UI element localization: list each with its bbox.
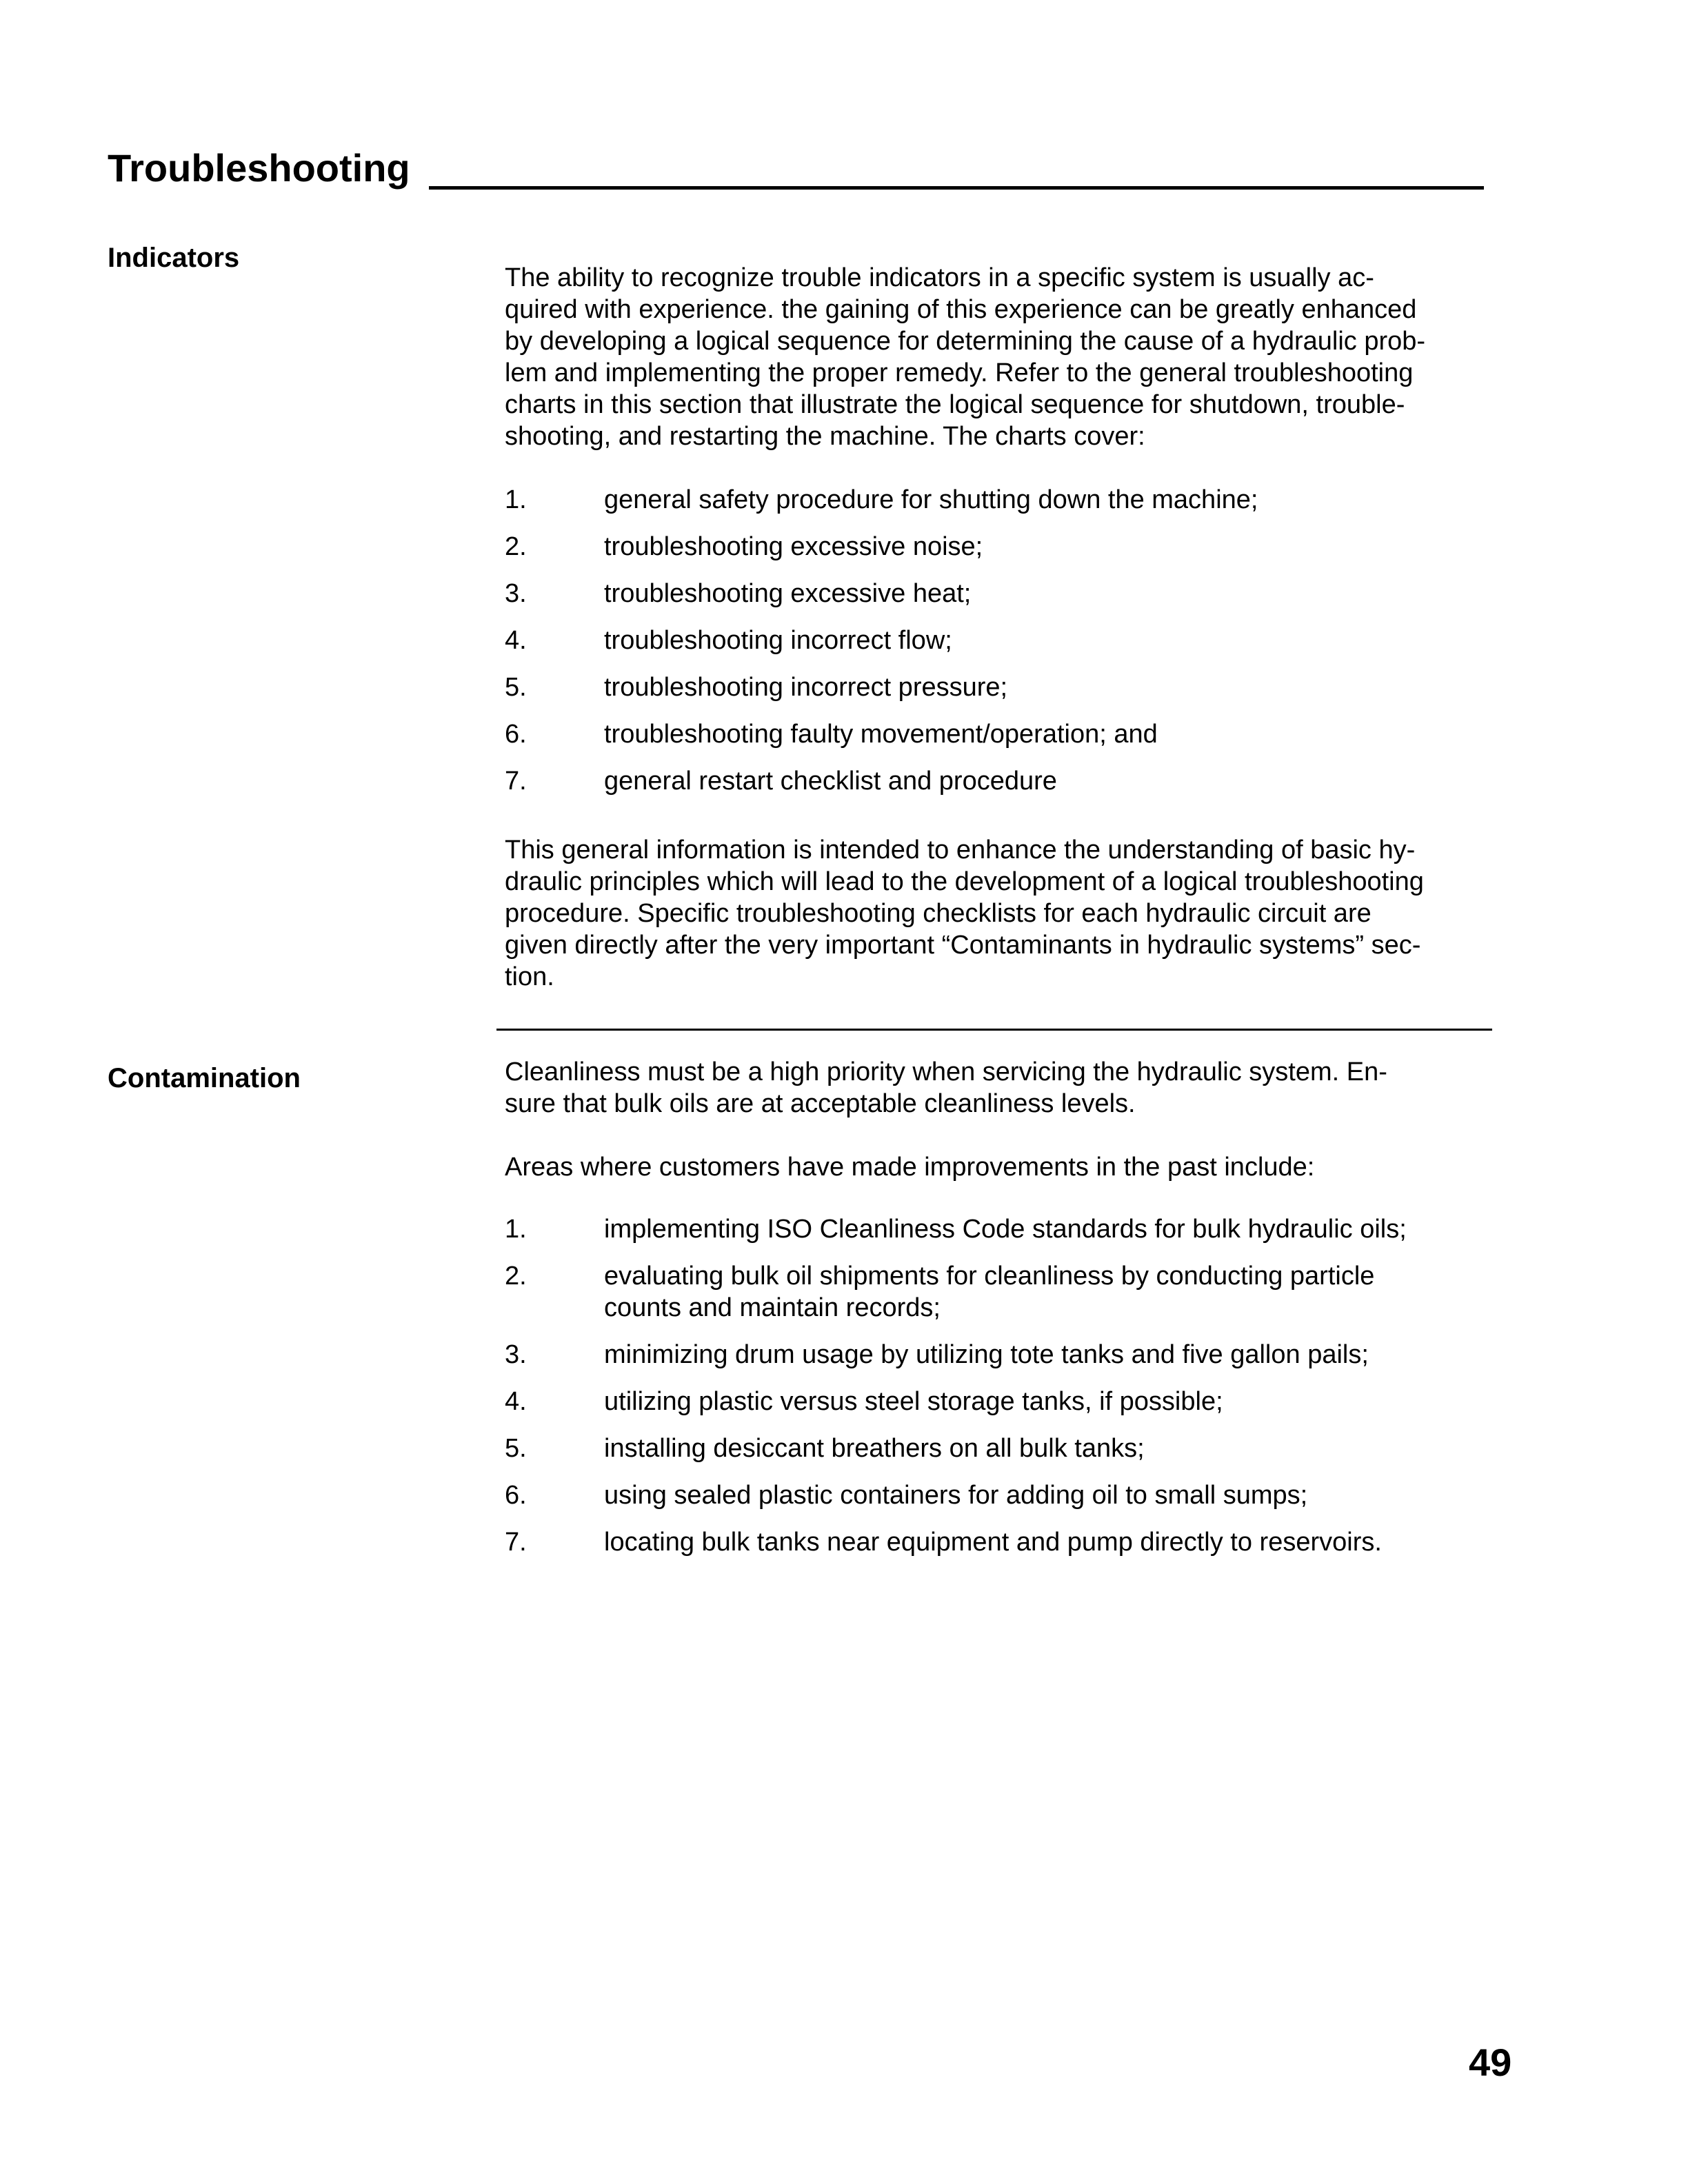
page-number: 49 [1469, 2041, 1512, 2084]
list-item-number: 6. [505, 1481, 527, 1510]
list-item [505, 1386, 1484, 1417]
indicators-intro-block [505, 262, 1484, 452]
list-item [505, 671, 1484, 703]
page-title: Troubleshooting [108, 146, 410, 190]
contamination-intro: Cleanliness must be a high priority when servicing the hydraulic system. En- sure that bulk oils are at acceptable cleanliness levels. [505, 1058, 1387, 1118]
indicators-intro: The ability to recognize trouble indicators in a specific system is usually ac- quired with experience. the gaining of this experience can be greatly enhanced by developing a logical sequence for determining the cause of a hydraulic prob- lem and implementing the proper remedy. Refer to the general troubleshooting charts in this section that illustrate the logical sequence for shutdown, trouble- shooting, and restarting the machine. The charts cover: [505, 263, 1426, 451]
list-item [505, 1479, 1484, 1511]
list-item [505, 578, 1484, 609]
list-item-number: 4. [505, 1387, 527, 1416]
list-item-number: 6. [505, 720, 527, 749]
list-item-text: using sealed plastic containers for adding oil to small sumps; [604, 1481, 1308, 1510]
list-item [505, 1526, 1484, 1558]
list-item-number: 1. [505, 1215, 527, 1244]
list-item [505, 625, 1484, 656]
indicators-list-block [505, 484, 1484, 797]
list-item-number: 2. [505, 1262, 527, 1291]
list-item [505, 484, 1484, 516]
contamination-intro-block [505, 1056, 1484, 1120]
list-item [505, 1260, 1484, 1324]
contamination-heading: Contamination [108, 1063, 301, 1093]
contamination-lead-block [505, 1151, 1484, 1183]
list-item [505, 718, 1484, 750]
list-item-text: troubleshooting excessive heat; [604, 579, 972, 608]
list-item-number: 7. [505, 1528, 527, 1557]
list-item-text: evaluating bulk oil shipments for cleanliness by conducting particle counts and maintain records; [604, 1262, 1375, 1322]
contamination-list [505, 1213, 1484, 1558]
section-divider [496, 1029, 1492, 1031]
list-item-text: troubleshooting incorrect flow; [604, 626, 952, 655]
list-item-number: 3. [505, 579, 527, 608]
list-item-text: troubleshooting faulty movement/operation; and [604, 720, 1158, 749]
contamination-lead: Areas where customers have made improvements in the past include: [505, 1153, 1315, 1182]
list-item-text: locating bulk tanks near equipment and pump directly to reservoirs. [604, 1528, 1382, 1557]
list-item-text: installing desiccant breathers on all bulk tanks; [604, 1434, 1145, 1463]
list-item-number: 2. [505, 532, 527, 561]
list-item-text: general restart checklist and procedure [604, 767, 1057, 796]
list-item-text: implementing ISO Cleanliness Code standards for bulk hydraulic oils; [604, 1215, 1407, 1244]
list-item [505, 1213, 1484, 1245]
indicators-closing-block [505, 834, 1484, 993]
list-item [505, 765, 1484, 797]
list-item-text: minimizing drum usage by utilizing tote tanks and five gallon pails; [604, 1340, 1369, 1369]
indicators-closing: This general information is intended to enhance the understanding of basic hy- draulic principles which will lead to the development of a logical troubleshooting procedure. Specific troubleshooting checklists for each hydraulic circuit are given directly after the very important “Contaminants in hydraulic systems” sec- tion. [505, 836, 1424, 991]
list-item-number: 5. [505, 1434, 527, 1463]
list-item-text: general safety procedure for shutting down the machine; [604, 485, 1258, 514]
list-item-number: 5. [505, 673, 527, 702]
list-item-number: 4. [505, 626, 527, 655]
list-item-number: 3. [505, 1340, 527, 1369]
page-header [108, 143, 1484, 193]
indicators-heading: Indicators [108, 243, 240, 273]
contamination-list-block [505, 1213, 1484, 1558]
list-item [505, 1433, 1484, 1464]
list-item [505, 1339, 1484, 1371]
list-item-text: troubleshooting incorrect pressure; [604, 673, 1008, 702]
list-item [505, 531, 1484, 563]
title-rule [429, 186, 1484, 190]
list-item-text: utilizing plastic versus steel storage tanks, if possible; [604, 1387, 1223, 1416]
list-item-text: troubleshooting excessive noise; [604, 532, 983, 561]
list-item-number: 7. [505, 767, 527, 796]
list-item-number: 1. [505, 485, 527, 514]
indicators-list [505, 484, 1484, 797]
